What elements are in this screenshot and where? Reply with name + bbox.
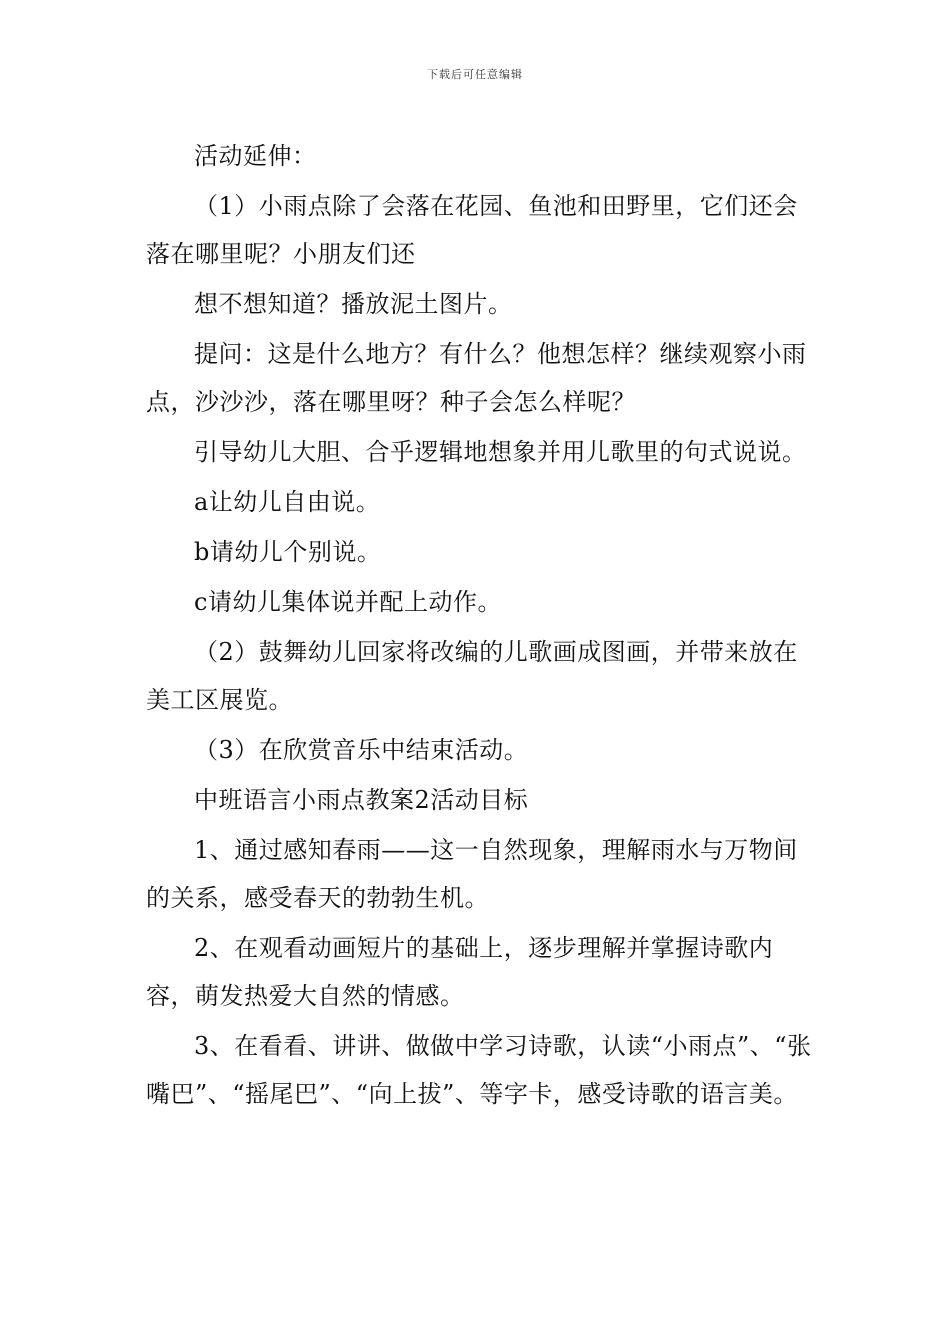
- paragraph-questions: 提问：这是什么地方？有什么？他想怎样？继续观察小雨点，沙沙沙，落在哪里呀？种子会怎么样呢？: [146, 340, 807, 416]
- paragraph-goal-3: 3、在看看、讲讲、做做中学习诗歌，认读“小雨点”、“张嘴巴”、“摇尾巴”、“向上拔”、等字卡，感受诗歌的语言美。: [146, 1032, 812, 1108]
- paragraph-item-b: b请幼儿个别说。: [194, 538, 382, 566]
- paragraph-goal-1: 1、通过感知春雨——这一自然现象，理解雨水与万物间的关系，感受春天的勃勃生机。: [146, 836, 798, 912]
- paragraph-goal-2: 2、在观看动画短片的基础上，逐步理解并掌握诗歌内容，萌发热爱大自然的情感。: [146, 934, 774, 1010]
- paragraph-guide: 引导幼儿大胆、合乎逻辑地想象并用儿歌里的句式说说。: [194, 438, 807, 466]
- paragraph-extension-3: （3）在欣赏音乐中结束活动。: [194, 736, 529, 764]
- paragraph-activity-extension: 活动延伸：: [194, 142, 317, 170]
- document-body: [146, 132, 814, 1120]
- paragraph-extension-1: （1）小雨点除了会落在花园、鱼池和田野里，它们还会落在哪里呢？小朋友们还: [146, 192, 798, 268]
- paragraph-item-c: c请幼儿集体说并配上动作。: [194, 588, 502, 616]
- paragraph-item-a: a让幼儿自由说。: [194, 488, 381, 516]
- paragraph-extension-2: （2）鼓舞幼儿回家将改编的儿歌画成图画，并带来放在美工区展览。: [146, 638, 798, 714]
- paragraph-extension-1-cont: 想不想知道？播放泥土图片。: [194, 290, 513, 318]
- section-heading-lesson-2: 中班语言小雨点教案2活动目标: [194, 786, 529, 814]
- page-header: 下载后可任意编辑: [427, 68, 523, 81]
